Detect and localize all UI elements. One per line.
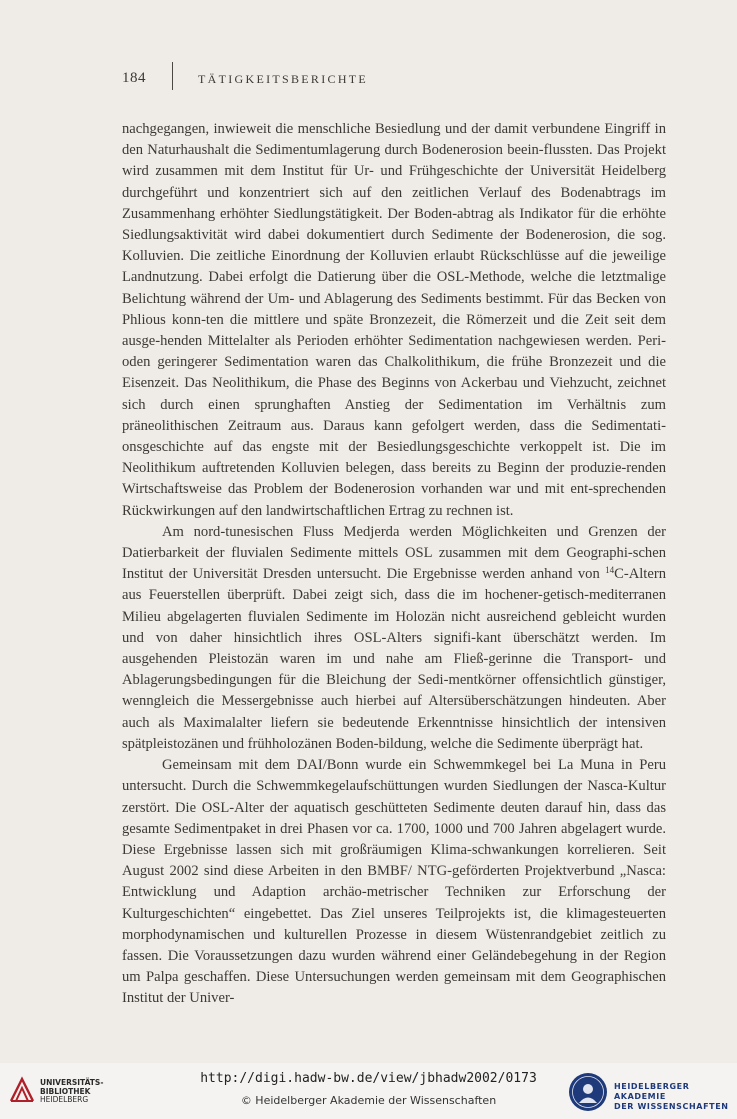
page-header	[122, 62, 682, 90]
library-name-line-2: BIBLIOTHEK	[40, 1086, 91, 1096]
paragraph-3: Gemeinsam mit dem DAI/Bonn wurde ein Schwemmkegel bei La Muna in Peru untersucht. Durch die Schwemmkegelaufschüttungen wurden Siedlungen der Nasca-Kultur zerstört. Die OSL-Alter der aquatisch geschütteten Sedimente deuten darauf hin, dass das gesamte Sedimentpaket in drei Phasen vor ca. 1700, 1000 und 700 Jahren abgelagert wurde. Diese Ergebnisse lassen sich mit großräumigen Klima-schwankungen korrelieren. Seit August 2002 sind diese Arbeiten in den BMBF/ NTG-geförderten Projektverbund „Nasca: Entwicklung und Adaption archäo-metrischer Techniken zur Erforschung der Kulturgeschichten“ eingebettet. Das Ziel unseres Teilprojekts ist, die klimagesteuerten morphodynamischen und kulturellen Prozesse in diesem Wüstenrandgebiet zeitlich zu fassen. Die Voraussetzungen dazu wurden während einer Geländebegehung in der Region um Palpa geschaffen. Diese Untersuchungen werden gemeinsam mit dem Geographischen Institut der Univer-	[122, 757, 666, 1007]
paragraph-1: nachgegangen, inwieweit die menschliche Besiedlung und der damit verbundene Eingriff in den Naturhaushalt die Sedimentumlagerung durch Bodenerosion beein-flussten. Das Projekt wird zusammen mit dem Institut für Ur- und Frühgeschichte der Universität Heidelberg durchgeführt und konzentriert sich auf den zeitlichen Verlauf des Bodenabtrags im Zusammenhang erhöhter Siedlungstätigkeit. Der Boden-abtrag als Indikator für die erhöhte Siedlungsaktivität wird dabei dokumentiert durch Sedimente der Bodenerosion, die sog. Kolluvien. Die zeitliche Einordnung der Kolluvien erlaubt Rückschlüsse auf die jeweilige Landnutzung. Dabei erfolgt die Datierung über die OSL-Methode, welche die letztmalige Belichtung während der Um- und Ablagerung des Sediments bestimmt. Für das Becken von Phlious konn-ten die mittlere und späte Bronzezeit, die Römerzeit und die Zeit seit dem ausge-henden Mittelalter als Perioden erhöhter Sedimentation nachgewiesen werden. Peri-oden geringerer Sedimentation waren das Chalkolithikum, die frühe Bronzezeit und die Eisenzeit. Das Neolithikum, die Phase des Beginns von Ackerbau und Viehzucht, zeichnet sich durch einen sprunghaften Anstieg der Sedimentation im Verhältnis zum präneolithischen Zeitraum aus. Daraus kann gefolgert werden, dass die Sedimentati-onsgeschichte auf das engste mit der Besiedlungsgeschichte verkoppelt ist. Die im Neolithikum auftretenden Kolluvien belegen, dass bereits zu Beginn der produzie-renden Wirtschaftsweise das Problem der Bodenerosion vorhanden war und mit ent-sprechenden Rückwirkungen auf den landwirtschaftlichen Ertrag zu rechnen ist.	[122, 121, 666, 519]
running-title: TÄTIGKEITSBERICHTE	[198, 72, 369, 86]
body-text	[122, 119, 666, 1010]
paragraph-2	[122, 522, 666, 755]
paragraph-2-start: Am nord-tunesischen Fluss Medjerda werden Möglichkeiten und Grenzen der Datierbarkeit der fluvialen Sedimente mittels OSL zusammen mit dem Geographi-schen Institut der Universität Dresden untersucht. Die Ergebnisse werden anhand von	[122, 523, 666, 583]
academy-name	[614, 1082, 737, 1112]
header-divider	[172, 62, 173, 90]
permalink-url[interactable]: http://digi.hadw-bw.de/view/jbhadw2002/0173	[200, 1071, 537, 1086]
academy-name-line-2: DER WISSENSCHAFTEN	[614, 1102, 729, 1111]
page-number: 184	[122, 70, 146, 86]
academy-name-line-1: HEIDELBERGER AKADEMIE	[614, 1082, 690, 1101]
digitization-footer	[0, 1063, 737, 1119]
paragraph-2-rest: C-Altern aus Feuerstellen überprüft. Dabei zeigt sich, dass die im hochener-getisch-mediterranen Milieu abgelagerten fluvialen Sedimente im Holozän nicht ausreichend gebleicht wurden und von daher hinsichtlich ihres OSL-Alters signifi-kant überschätzt werden. Im ausgehenden Pleistozän waren im und nahe am Fließ-gerinne die Transport- und Ablagerungsbedingungen für die Bleichung der Sedi-mentkörner offensichtlich günstiger, wenngleich die Messergebnisse auch hierbei auf Altersüberschätzungen hindeuten. Aber auch als Maximalalter liefern sie bedeutende Erkenntnisse hinsichtlich der intensiven spätpleistozänen und frühholozänen Boden-bildung, welche die Sedimente überprägt hat.	[122, 566, 666, 752]
isotope-superscript: 14	[605, 565, 615, 576]
library-name-line-1: UNIVERSITÄTS-	[40, 1078, 104, 1087]
library-city: HEIDELBERG	[40, 1095, 89, 1104]
academy-seal-icon	[568, 1072, 608, 1112]
copyright-notice: © Heidelberger Akademie der Wissenschaften	[240, 1094, 497, 1107]
